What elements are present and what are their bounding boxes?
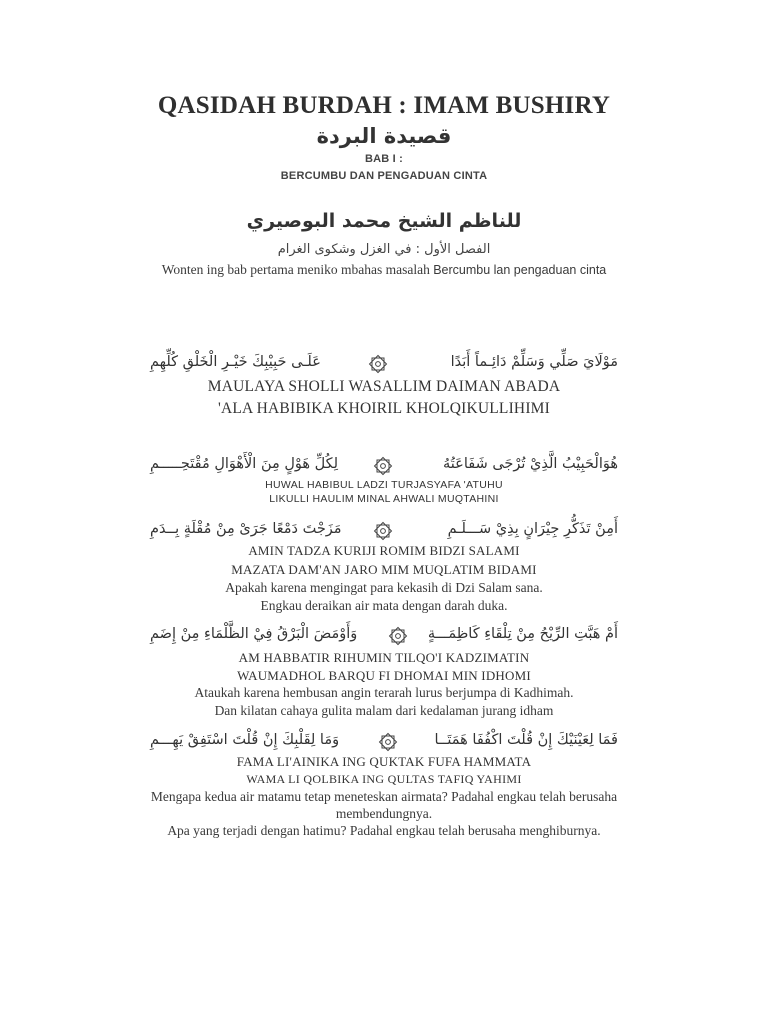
bab-title: BERCUMBU DAN PENGADUAN CINTA [280,170,488,182]
verse-transliteration: AMIN TADZA KURIJI ROMIM BIDZI SALAMI [248,543,520,558]
verse-transliteration: FAMA LI'AINIKA ING QUKTAK FUFA HAMMATA [236,754,532,769]
verse-first-hemistich: مَوْلَايَ صَلِّي وَسَلِّمْ دَائِـماً أَبَدًا [450,354,618,370]
verse-first-hemistich: هُوَالْحَبِيْبُ الَّذِيْ تُرْجَى شَفَاعَتُهُ [443,456,618,472]
verse-translation: Apa yang terjadi dengan hatimu? Padahal engkau telah berusaha menghiburnya. [167,823,601,838]
verse-first-hemistich: أَمْ هَبَّتِ الرِّيْحُ مِنْ تِلْقَاءِ كَاظِمَـــةٍ [427,626,618,642]
verse-arabic [150,626,618,652]
verse-second-hemistich: لِكُلِّ هَوْلٍ مِنَ الْأَهْوَالِ مُقْتَحِـــــمِ [150,456,339,472]
verse-second-hemistich: عَلَـى حَبِيْبِكَ خَيْـرِ الْخَلْقِ كُلِّهِمِ [150,354,321,370]
bab-number: BAB I : [364,153,404,165]
octagram-ornament-icon [378,732,398,752]
verse-transliteration: 'ALA HABIBIKA KHOIRIL KHOLQIKULLIHIMI [217,400,551,417]
verse-translation: Dan kilatan cahaya gulita malam dari kedalaman jurang idham [214,703,554,718]
author-arabic: للناظم الشيخ محمد البوصيري [246,210,522,232]
octagram-ornament-icon [368,354,388,374]
octagram-ornament-icon [373,521,393,541]
verse-transliteration: HUWAL HABIBUL LADZI TURJASYAFA 'ATUHU [265,479,503,491]
intro-text-part2: Bercumbu lan pengaduan cinta [433,263,607,277]
verse-transliteration: MAULAYA SHOLLI WASALLIM DAIMAN ABADA [207,378,561,395]
verse-translation: Ataukah karena hembusan angin terarah lurus berjumpa di Kadhimah. [194,685,574,700]
octagram-ornament-icon [388,626,408,646]
verse-second-hemistich: مَزَجْتَ دَمْعًا جَرَىْ مِنْ مُقْلَةٍ بِــدَمِ [150,521,342,537]
verse-transliteration: MAZATA DAM'AN JARO MIM MUQLATIM BIDAMI [231,562,537,577]
chapter-arabic: الفصل الأول : في الغزل وشكوى الغرام [277,242,491,257]
verse-first-hemistich: فَمَا لِعَيْنَيْكَ إِنْ قُلْتَ اكْفُفَا هَمَتَــا [434,732,618,748]
verse-translation: Mengapa kedua air matamu tetap meneteskan airmata? Padahal engkau telah berusaha [150,789,618,804]
octagram-ornament-icon [373,456,393,476]
verse-translation: Apakah karena mengingat para kekasih di Dzi Salam sana. [225,580,543,595]
verse-translation: Engkau deraikan air mata dengan darah duka. [260,598,508,613]
document-title: QASIDAH BURDAH : IMAM BUSHIRY [157,92,611,119]
verse-transliteration: LIKULLI HAULIM MINAL AHWALI MUQTAHINI [269,493,499,505]
verse-transliteration: WAMA LI QOLBIKA ING QULTAS TAFIQ YAHIMI [246,772,522,786]
verse-transliteration: WAUMADHOL BARQU FI DHOMAI MIN IDHOMI [237,668,531,683]
verse-transliteration: AM HABBATIR RIHUMIN TILQO'I KADZIMATIN [238,650,530,665]
intro-text [0,262,768,278]
verse-second-hemistich: وَمَا لِقَلْبِكَ إِنْ قُلْتَ اسْتَفِقْ يَهِـــمِ [150,732,340,748]
intro-text-part1: Wonten ing bab pertama meniko mbahas masalah [161,262,434,277]
verse-translation: membendungnya. [335,806,433,821]
verse-arabic [150,354,618,380]
verse-second-hemistich: وَأَوْمَضَ الْبَرْقُ فِيْ الظَّلْمَاءِ مِنْ إِضَمِ [150,626,358,642]
verse-first-hemistich: أَمِنْ تَذَكُّرِ جِيْرَانٍ بِذِيْ سَـــلَـمِ [447,521,618,537]
arabic-title: قصيدة البردة [316,124,452,148]
